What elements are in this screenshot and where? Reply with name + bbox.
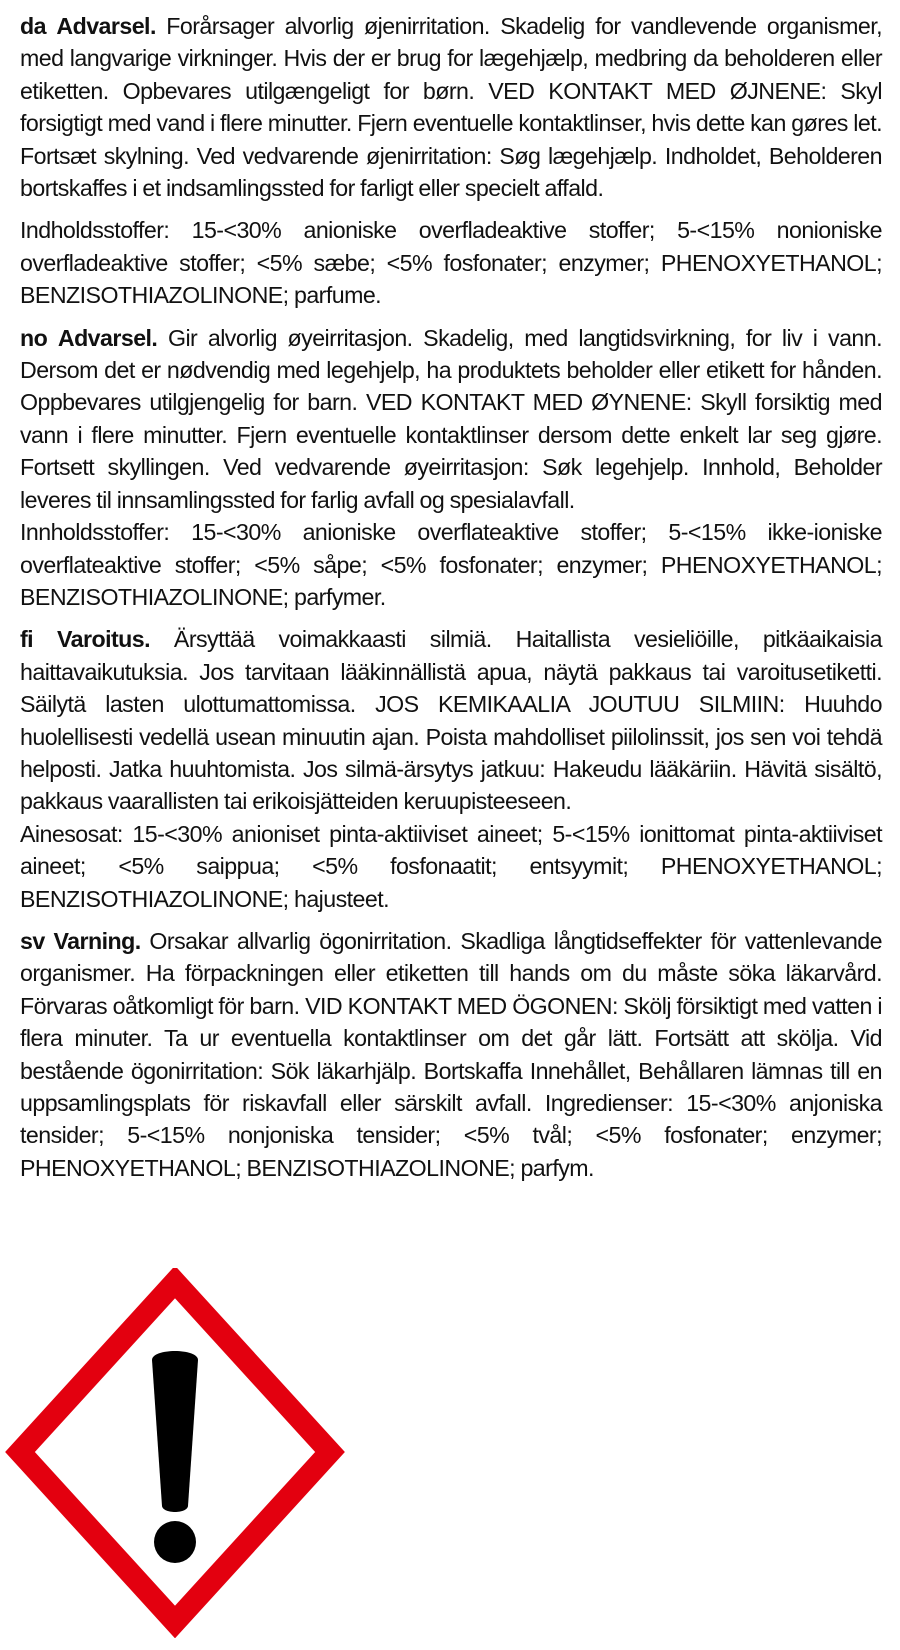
ghs07-exclamation-mark-icon — [0, 1268, 350, 1638]
signal-word-no: Advarsel. — [57, 324, 158, 351]
section-fi — [20, 623, 882, 915]
signal-word-sv: Varning. — [53, 927, 141, 954]
section-no — [20, 322, 882, 614]
signal-word-fi: Varoitus. — [57, 626, 150, 653]
warning-text-da: Forårsager alvorlig øjenirritation. Skadelig for vandlevende organismer, med langvarige virkninger. Hvis der er brug for lægehjælp, medbring da beholderen eller etiketten. Opbevares utilgængeligt for børn. VED KONTAKT MED ØJNENE: Skyl forsigtigt med vand i flere minutter. Fjern eventuelle kontaktlinser, hvis dette kan gøres let. Fortsæt skylning. Ved vedvarende øjenirritation: Søg lægehjælp. Indholdet, Beholderen bortskaffes i et indsamlingssted for farligt eller specielt affald. — [20, 13, 882, 202]
warning-text-sv: Orsakar allvarlig ögonirritation. Skadliga långtidseffekter för vattenlevande organismer. Ha förpackningen eller etiketten till hands om du måste söka läkarvård. Förvaras oåtkomligt för barn. VID KONTAKT MED ÖGONEN: Skölj försiktigt med vatten i flera minuter. Ta ur eventuella kontaktlinser om det går lätt. Fortsätt att skölja. Vid bestående ögonirritation: Sök läkarhjälp. Bortskaffa Innehållet, Behållaren lämnas till en uppsamlingsplats för riskavfall eller särskilt avfall. Ingredienser: 15-<30% anjoniska tensider; 5-<15% nonjoniska tensider; <5% tvål; <5% fosfonater; enzymer; PHENOXYETHANOL; BENZISOTHIAZOLINONE; parfym. — [20, 927, 882, 1181]
ingredients-text-fi: Ainesosat: 15-<30% anioniset pinta-aktiiviset aineet; 5-<15% ionittomat pinta-aktiiviset aineet; <5% saippua; <5% fosfonaatit; entsyymit; PHENOXYETHANOL; BENZISOTHIAZOLINONE; hajusteet. — [20, 820, 882, 912]
section-da-warning — [20, 10, 882, 204]
ingredients-text-da: Indholdsstoffer: 15-<30% anioniske overfladeaktive stoffer; 5-<15% nonioniske overfladeaktive stoffer; <5% sæbe; <5% fosfonater; enzymer; PHENOXYETHANOL; BENZISOTHIAZOLINONE; parfume. — [20, 217, 882, 309]
section-da-ingredients — [20, 214, 882, 311]
lang-code-no: no — [20, 324, 48, 351]
section-sv — [20, 925, 882, 1184]
warning-text-no: Gir alvorlig øyeirritasjon. Skadelig, med langtidsvirkning, for liv i vann. Dersom det er nødvendig med legehjelp, ha produktets beholder eller etikett for hånden. Oppbevares utilgjengelig for barn. VED KONTAKT MED ØYNENE: Skyll forsiktig med vann i flere minutter. Fjern eventuelle kontaktlinser dersom dette enkelt lar seg gjøre. Fortsett skyllingen. Ved vedvarende øyeirritasjon: Søk legehjelp. Innhold, Beholder leveres til innsamlingssted for farlig avfall og spesialavfall. — [20, 324, 882, 513]
lang-code-sv: sv — [20, 927, 45, 954]
lang-code-da: da — [20, 13, 46, 39]
label-text-block — [20, 10, 882, 1194]
ingredients-text-no: Innholdsstoffer: 15-<30% anioniske overflateaktive stoffer; 5-<15% ikke-ioniske overflateaktive stoffer; <5% såpe; <5% fosfonater; enzymer; PHENOXYETHANOL; BENZISOTHIAZOLINONE; parfymer. — [20, 519, 882, 610]
exclamation-dot — [154, 1521, 196, 1563]
signal-word-da: Advarsel. — [56, 13, 156, 39]
lang-code-fi: fi — [20, 626, 34, 653]
warning-text-fi: Ärsyttää voimakkaasti silmiä. Haitallista vesieliöille, pitkäaikaisia haittavaikutuksia. Jos tarvitaan lääkinnällistä apua, näytä pakkaus tai varoitusetiketti. Säilytä lasten ulottumattomissa. JOS KEMIKAALIA JOUTUU SILMIIN: Huuhdo huolellisesti vedellä usean minuutin ajan. Poista mahdolliset piilolinssit, jos sen voi tehdä helposti. Jatka huuhtomista. Jos silmä-ärsytys jatkuu: Hakeudu lääkäriin. Hävitä sisältö, pakkaus vaarallisten tai erikoisjätteiden keruupisteeseen. — [20, 626, 882, 815]
